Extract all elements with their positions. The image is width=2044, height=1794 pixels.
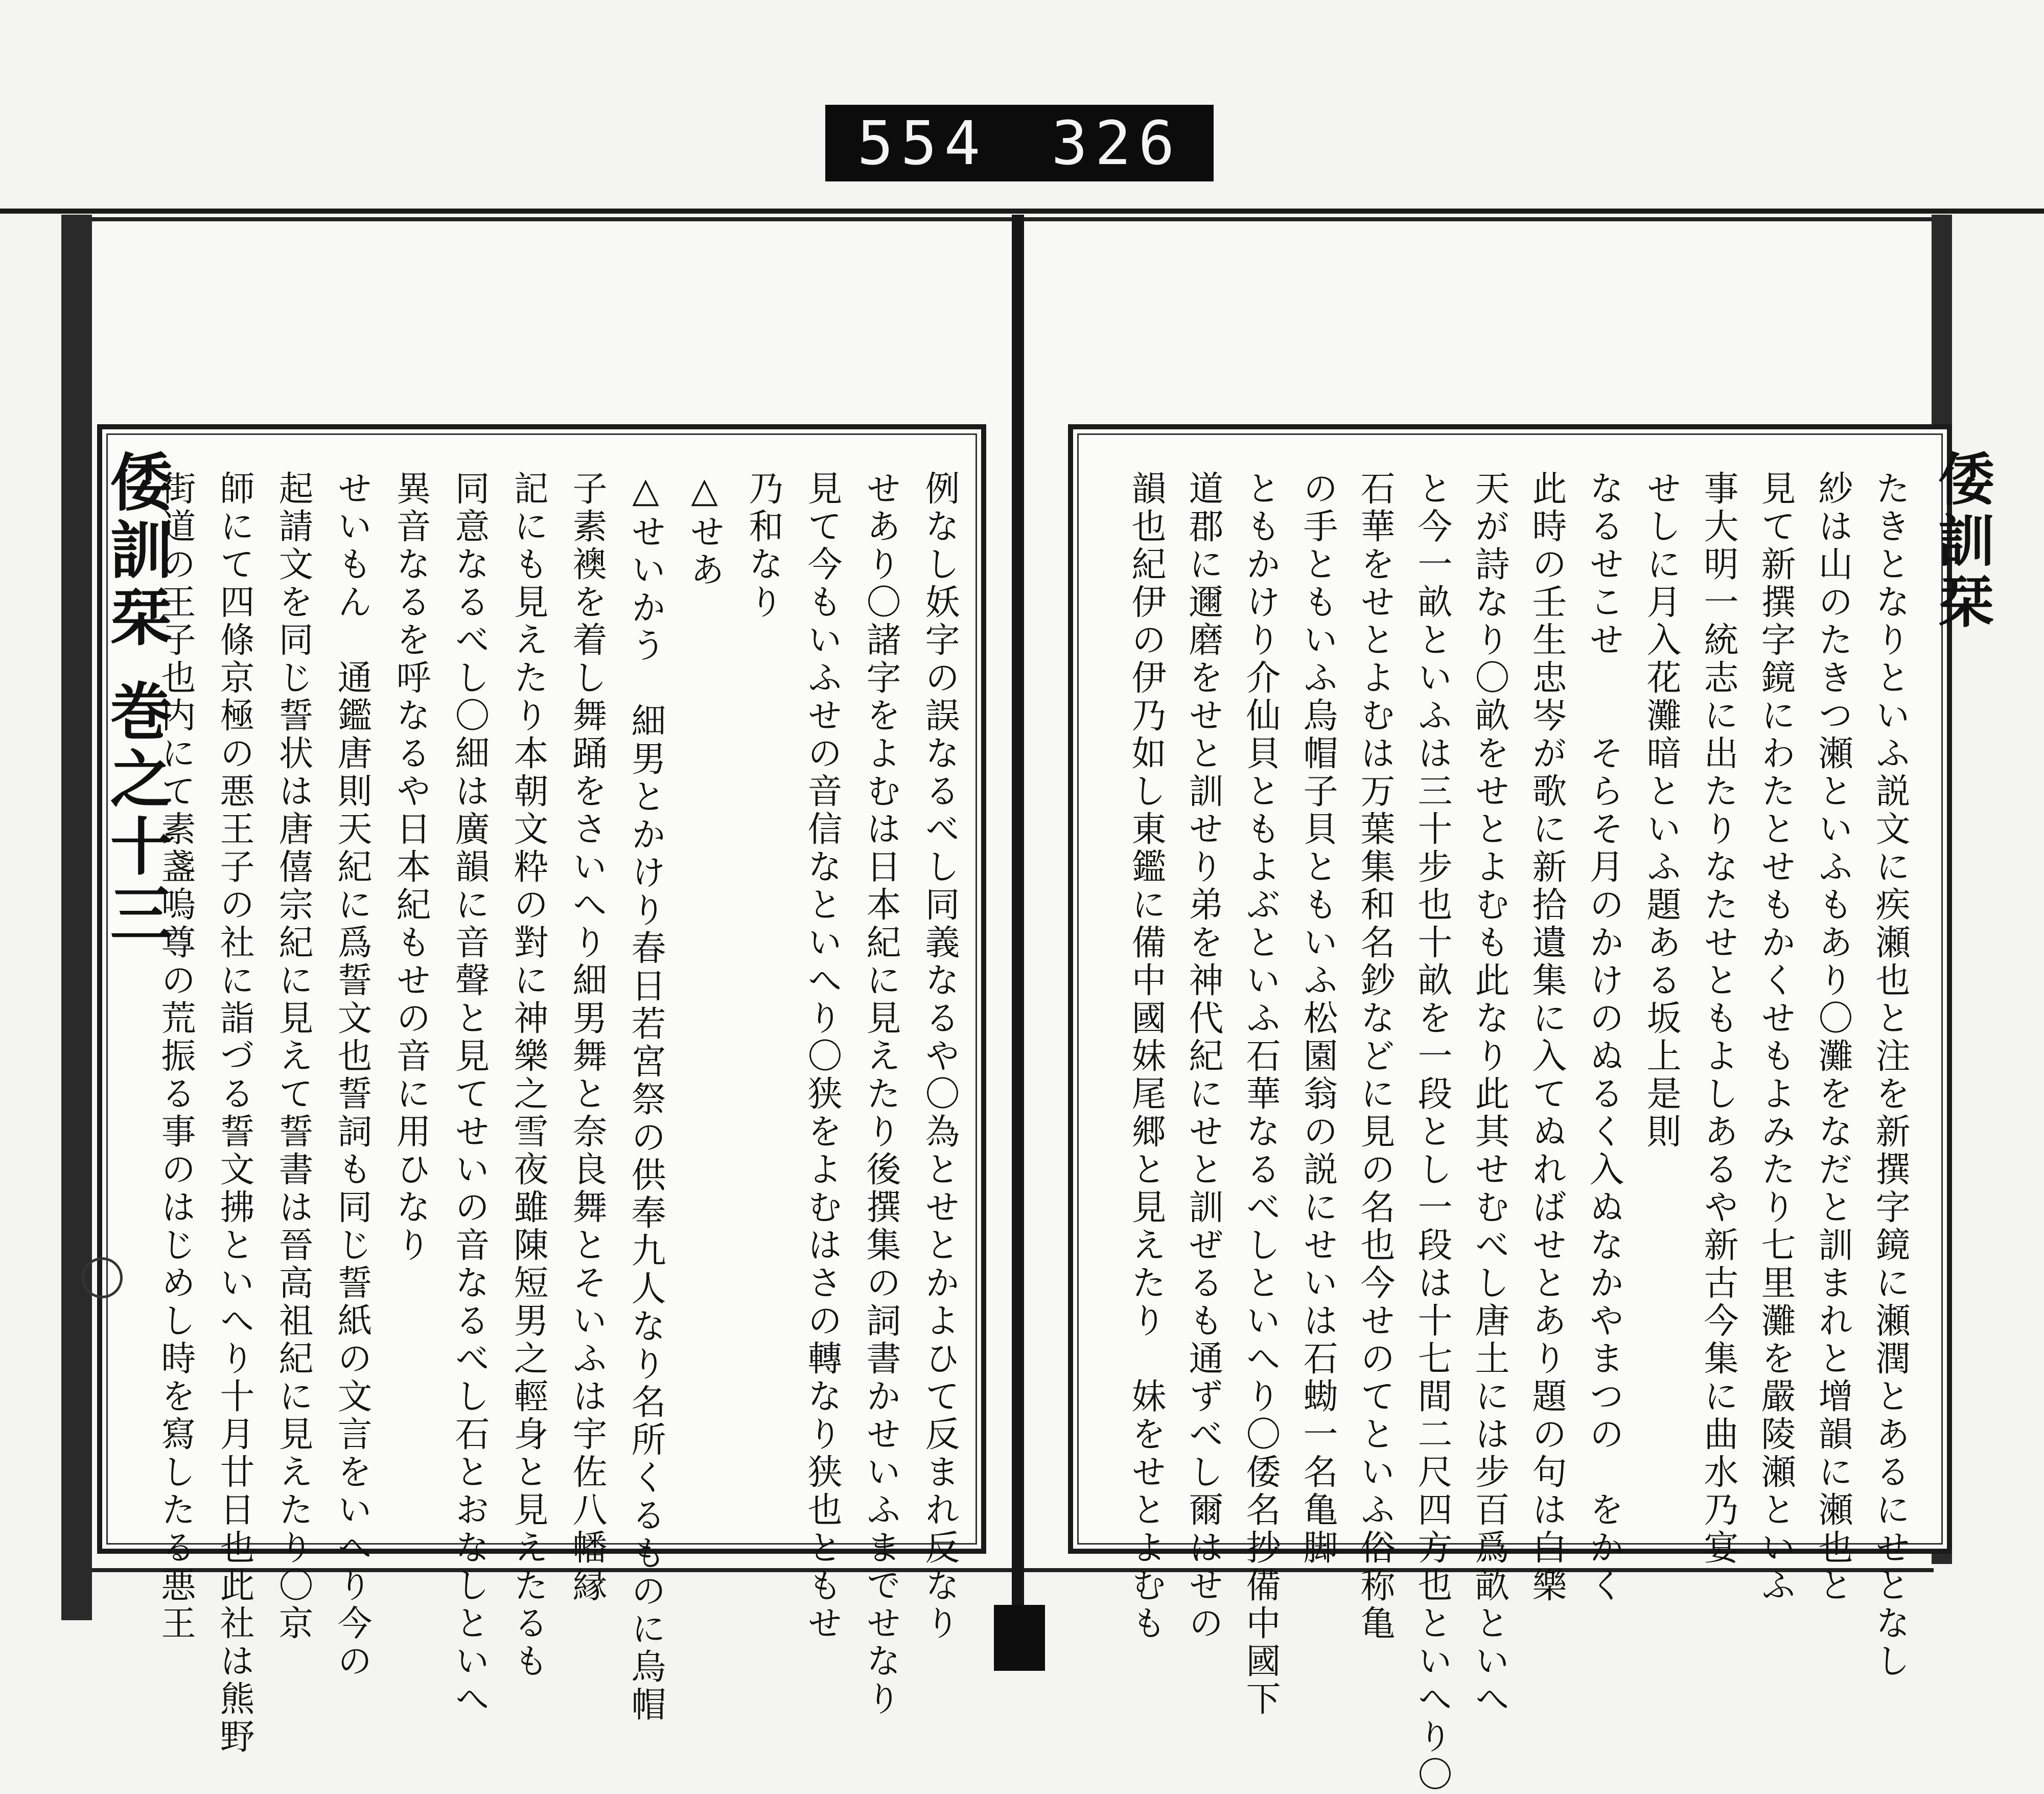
- left-col-9: 同意なるべし〇細は廣韻に音聲と見てせいの音なるべし石とおなしといへ: [449, 470, 490, 1718]
- left-col-2: せあり〇諸字をよむは日本紀に見えたり後撰集の詞書かせいふまでせなり: [861, 470, 901, 1718]
- left-col-4: 乃和なり: [743, 470, 783, 622]
- left-col-3: 見て今もいふせの音信なといへり〇狭をよむはさの轉なり狭也ともせ: [802, 470, 842, 1643]
- right-col-6: なるせこせ そらそ月のかけのぬるく入ぬなかやまつの をかく: [1584, 470, 1624, 1605]
- archive-number-left: 554: [857, 108, 988, 178]
- right-col-8: 天が詩なり〇畝をせとよむも此なり此其せむべし唐土には步百爲畝といへ: [1469, 470, 1509, 1718]
- right-col-4: 事大明一統志に出たりなたせともよしあるや新古今集に曲水乃宴: [1698, 470, 1738, 1567]
- right-col-10: 石華をせとよむは万葉集和名鈔などに見の名也今せのてといふ俗称亀: [1355, 470, 1395, 1643]
- book-spine: [1012, 215, 1024, 1610]
- left-col-5: △せあ: [684, 470, 725, 589]
- right-col-5: せしに月入花灘暗といふ題ある坂上是則: [1641, 470, 1681, 1151]
- right-col-9: と今一畝といふは三十步也十畝を一段とし一段は十七間二尺四方也といへり〇: [1412, 470, 1452, 1794]
- right-col-13: 道郡に邇磨をせと訓せり弟を神代紀にせと訓ぜるも通ずべし爾はせの: [1183, 470, 1223, 1643]
- left-binding-edge: [61, 215, 92, 1620]
- spine-tab: [994, 1605, 1045, 1671]
- right-page-title: 倭訓栞: [1929, 450, 1995, 634]
- left-col-8: 記にも見えたり本朝文粋の對に神樂之雪夜雖陳短男之輕身と見えたるも: [508, 470, 548, 1681]
- left-col-7: 子素襖を着し舞踊をさいへり細男舞と奈良舞とそいふは宇佐八幡縁: [567, 470, 607, 1605]
- archive-number-right: 326: [1051, 108, 1182, 178]
- right-col-11: の手ともいふ烏帽子貝ともいふ松園翁の説にせいは石蜐一名亀脚: [1297, 470, 1338, 1567]
- right-col-7: 此時の壬生忠岑が歌に新拾遺集に入てぬればせとあり題の句は白樂: [1526, 470, 1567, 1605]
- right-col-2: 紗は山のたきつ瀬といふもあり〇灘をなだと訓まれと增韻に瀬也と: [1813, 470, 1853, 1605]
- left-col-14: 街道の王子也内にて素盞嗚尊の荒振る事のはじめし時を寫したる悪王: [155, 470, 196, 1643]
- left-page-title: 倭訓栞 巻之十三: [100, 450, 173, 949]
- left-col-6: △せいかう 細男とかけり春日若宮祭の供奉九人なり名所くるものに烏帽: [625, 470, 666, 1724]
- margin-circle-mark: [82, 1257, 123, 1298]
- sheet-top-edge: [0, 209, 2044, 214]
- left-col-11: せいもん 通鑑唐則天紀に爲誓文也誓詞も同じ誓紙の文言をいへり今の: [332, 470, 372, 1681]
- right-col-3: 見て新撰字鏡にわたとせもかくせもよみたり七里灘を嚴陵瀬といふ: [1755, 470, 1796, 1605]
- archive-label: [825, 105, 1214, 181]
- left-col-10: 異音なるを呼なるや日本紀もせの音に用ひなり: [390, 470, 431, 1264]
- right-col-12: ともかけり介仙貝ともよぶといふ石華なるべしといへり〇倭名抄備中國下: [1240, 470, 1281, 1718]
- right-col-1: たきとなりといふ説文に疾瀬也と注を新撰字鏡に瀬潤とあるにせとなし: [1870, 470, 1910, 1681]
- left-col-12: 起請文を同じ誓状は唐僖宗紀に見えて誓書は晉高祖紀に見えたり〇京: [273, 470, 313, 1643]
- left-col-1: 例なし妖字の誤なるべし同義なるや〇為とせとかよひて反まれ反なり: [919, 470, 960, 1643]
- right-col-14: 韻也紀伊の伊乃如し東鑑に備中國妹尾郷と見えたり 妹をせとよむも: [1126, 470, 1166, 1643]
- left-col-13: 師にて四條京極の悪王子の社に詣づる誓文拂といへり十月廿日也此社は熊野: [214, 470, 254, 1756]
